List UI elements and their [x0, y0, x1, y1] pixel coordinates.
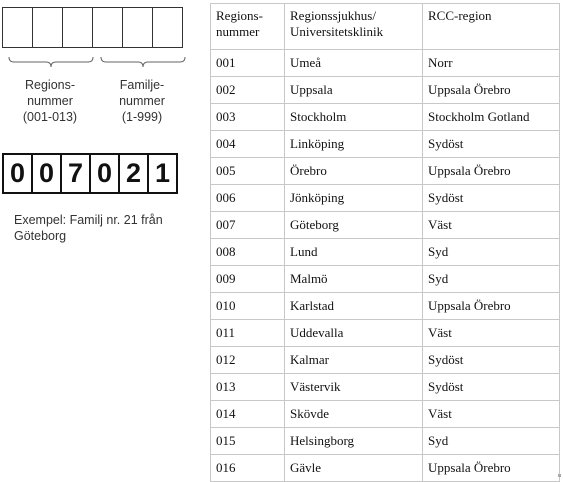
region-digit-box [2, 7, 33, 48]
region-number-cell: 015 [211, 428, 285, 455]
rcc-region-cell: Stockholm Gotland [423, 104, 560, 131]
region-number-cell: 003 [211, 104, 285, 131]
rcc-region-cell: Uppsala Örebro [423, 455, 560, 482]
hospital-cell: Helsingborg [285, 428, 423, 455]
table-row [211, 212, 560, 239]
region-number-cell: 013 [211, 374, 285, 401]
family-digit-box [122, 7, 153, 48]
hospital-cell: Uppsala [285, 77, 423, 104]
rcc-region-cell: Väst [423, 320, 560, 347]
hospital-cell: Kalmar [285, 347, 423, 374]
rcc-region-cell: Väst [423, 401, 560, 428]
family-number-label: Familje- nummer (1-999) [119, 78, 165, 124]
region-number-cell: 016 [211, 455, 285, 482]
table-row [211, 293, 560, 320]
region-number-cell: 001 [211, 50, 285, 77]
hospital-cell: Stockholm [285, 104, 423, 131]
rcc-region-cell: Uppsala Örebro [423, 158, 560, 185]
rcc-region-cell: Uppsala Örebro [423, 77, 560, 104]
format-boxes [2, 7, 182, 48]
rcc-region-cell: Syd [423, 428, 560, 455]
hospital-cell: Malmö [285, 266, 423, 293]
header-hospital: Regionssjukhus/ Universitetsklinik [285, 4, 423, 50]
table-row [211, 239, 560, 266]
table-header-row [211, 4, 560, 50]
table-row [211, 158, 560, 185]
example-number [2, 153, 176, 194]
rcc-region-cell: Syd [423, 239, 560, 266]
example-digit: 1 [147, 153, 178, 194]
rcc-region-cell: Väst [423, 212, 560, 239]
hospital-cell: Västervik [285, 374, 423, 401]
header-region-number: Regions- nummer [211, 4, 285, 50]
hospital-cell: Linköping [285, 131, 423, 158]
hospital-cell: Skövde [285, 401, 423, 428]
region-number-cell: 004 [211, 131, 285, 158]
hospital-cell: Jönköping [285, 185, 423, 212]
region-brace [8, 56, 94, 66]
region-number-cell: 007 [211, 212, 285, 239]
region-digit-box [32, 7, 63, 48]
rcc-region-cell: Uppsala Örebro [423, 293, 560, 320]
table-row [211, 104, 560, 131]
example-digit: 0 [2, 153, 33, 194]
table-row [211, 347, 560, 374]
example-digit: 2 [118, 153, 149, 194]
table-row [211, 266, 560, 293]
hospital-cell: Lund [285, 239, 423, 266]
region-table [210, 3, 560, 482]
rcc-region-cell: Sydöst [423, 374, 560, 401]
rcc-region-cell: Norr [423, 50, 560, 77]
example-digit: 0 [31, 153, 62, 194]
rcc-region-cell: Syd [423, 266, 560, 293]
family-digit-box [152, 7, 183, 48]
hospital-cell: Karlstad [285, 293, 423, 320]
region-number-cell: 006 [211, 185, 285, 212]
table-row [211, 401, 560, 428]
table-row [211, 455, 560, 482]
example-digit: 0 [89, 153, 120, 194]
table-row [211, 131, 560, 158]
rcc-region-cell: Sydöst [423, 185, 560, 212]
table-row [211, 77, 560, 104]
region-number-cell: 011 [211, 320, 285, 347]
rcc-region-cell: Sydöst [423, 131, 560, 158]
hospital-cell: Uddevalla [285, 320, 423, 347]
region-digit-box [62, 7, 93, 48]
region-number-cell: 005 [211, 158, 285, 185]
region-number-cell: 002 [211, 77, 285, 104]
table-row [211, 428, 560, 455]
region-number-cell: 008 [211, 239, 285, 266]
hospital-cell: Örebro [285, 158, 423, 185]
family-brace [100, 56, 186, 66]
header-rcc-region: RCC-region [423, 4, 560, 50]
table-row [211, 185, 560, 212]
example-caption: Exempel: Familj nr. 21 från Göteborg [14, 213, 163, 243]
hospital-cell: Göteborg [285, 212, 423, 239]
region-number-cell: 010 [211, 293, 285, 320]
hospital-cell: Umeå [285, 50, 423, 77]
family-digit-box [92, 7, 123, 48]
region-number-cell: 009 [211, 266, 285, 293]
table-row [211, 50, 560, 77]
table-row [211, 374, 560, 401]
hospital-cell: Gävle [285, 455, 423, 482]
corner-mark [558, 474, 561, 477]
region-number-cell: 014 [211, 401, 285, 428]
region-number-label: Regions- nummer (001-013) [22, 78, 78, 124]
example-digit: 7 [60, 153, 91, 194]
table-row [211, 320, 560, 347]
rcc-region-cell: Sydöst [423, 347, 560, 374]
region-number-cell: 012 [211, 347, 285, 374]
